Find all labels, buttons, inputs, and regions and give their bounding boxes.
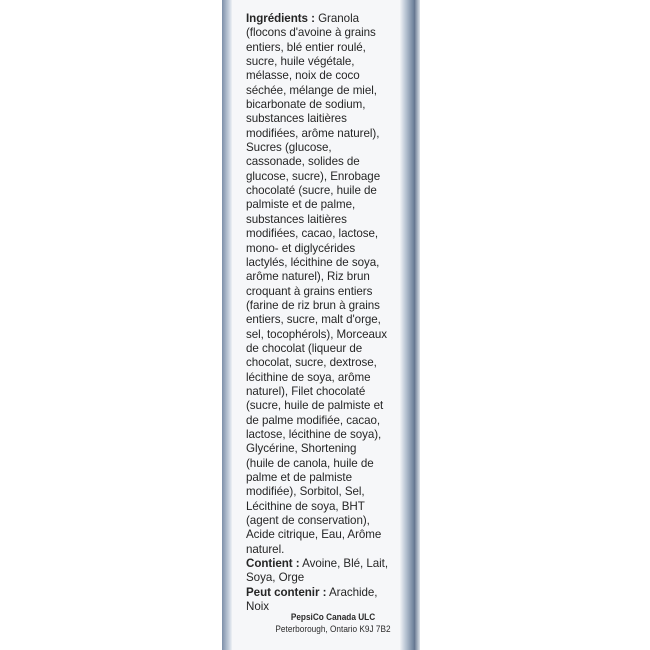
may-contain-line: Noix xyxy=(246,600,269,614)
ingredients-line: naturel. xyxy=(246,542,285,556)
ingredients-line: naturel), Filet chocolaté xyxy=(246,384,366,398)
ingredients-line: lécithine de soya, arôme xyxy=(246,370,371,384)
ingredients-line: (sucre, huile de palmiste et xyxy=(246,399,384,413)
ingredients-line: arôme naturel), Riz brun xyxy=(246,270,370,284)
ingredients-heading: Ingrédients : xyxy=(246,12,315,25)
may-contain-line: Peut contenir : Arachide, xyxy=(246,585,378,599)
ingredients-line: Acide citrique, Eau, Arôme xyxy=(246,528,382,542)
ingredients-line: Glycérine, Shortening xyxy=(246,442,357,456)
company-address: Peterborough, Ontario K9J 7B2 xyxy=(275,624,391,635)
ingredients-line: (farine de riz brun à grains xyxy=(246,298,380,312)
ingredients-line: modifiées, cacao, lactose, xyxy=(246,227,379,241)
ingredients-line: substances laitières xyxy=(246,212,347,226)
ingredients-line: Sucres (glucose, xyxy=(246,141,332,155)
ingredients-line: (huile de canola, huile de xyxy=(246,456,374,470)
ingredients-line: mono- et diglycérides xyxy=(246,241,356,255)
ingredients-line: palme et de palmiste xyxy=(246,471,352,484)
ingredients-line: sel, tocophérols), Morceaux xyxy=(246,327,388,341)
ingredients-line: de palme modifiée, cacao, xyxy=(246,413,381,427)
contains-line: Contient : Avoine, Blé, Lait, xyxy=(246,557,389,571)
ingredients-line: sucre, huile végétale, xyxy=(246,55,355,69)
ingredients-line: lactose, lécithine de soya), xyxy=(246,427,382,441)
company-name: PepsiCo Canada ULC xyxy=(290,612,376,623)
ingredients-line: modifiées, arôme naturel), xyxy=(246,126,380,140)
ingredients-line: substances laitières xyxy=(246,112,347,126)
box-edge-left xyxy=(222,0,232,650)
ingredients-line: (flocons d'avoine à grains xyxy=(246,26,376,40)
ingredients-line: entiers, sucre, malt d'orge, xyxy=(246,313,381,327)
ingredients-line: de chocolat (liqueur de xyxy=(246,341,363,355)
ingredients-line: (agent de conservation), xyxy=(246,514,370,528)
ingredients-line: entiers, blé entier roulé, xyxy=(246,40,366,54)
contains-line: Soya, Orge xyxy=(246,571,305,585)
ingredients-line: Ingrédients : Granola xyxy=(246,12,359,25)
ingredients-line: glucose, sucre), Enrobage xyxy=(246,169,381,183)
ingredients-line: chocolaté (sucre, huile de xyxy=(246,184,377,198)
ingredients-text-block xyxy=(246,12,416,614)
may-contain-heading: Peut contenir : xyxy=(246,585,327,599)
ingredients-line: bicarbonate de sodium, xyxy=(246,98,366,112)
ingredients-line: cassonade, solides de xyxy=(246,155,360,169)
ingredients-line: modifiée), Sorbitol, Sel, xyxy=(246,485,365,499)
ingredients-line: lactylés, lécithine de soya, xyxy=(246,255,380,269)
ingredients-line: croquant à grains entiers xyxy=(246,284,373,298)
ingredients-line: séchée, mélange de miel, xyxy=(246,83,377,97)
ingredients-line: Lécithine de soya, BHT xyxy=(246,499,365,513)
ingredients-line: mélasse, noix de coco xyxy=(246,69,360,83)
contains-heading: Contient : xyxy=(246,557,300,571)
company-info xyxy=(269,612,398,636)
ingredients-line: chocolat, sucre, dextrose, xyxy=(246,356,377,370)
ingredients-line: palmiste et de palme, xyxy=(246,198,356,212)
